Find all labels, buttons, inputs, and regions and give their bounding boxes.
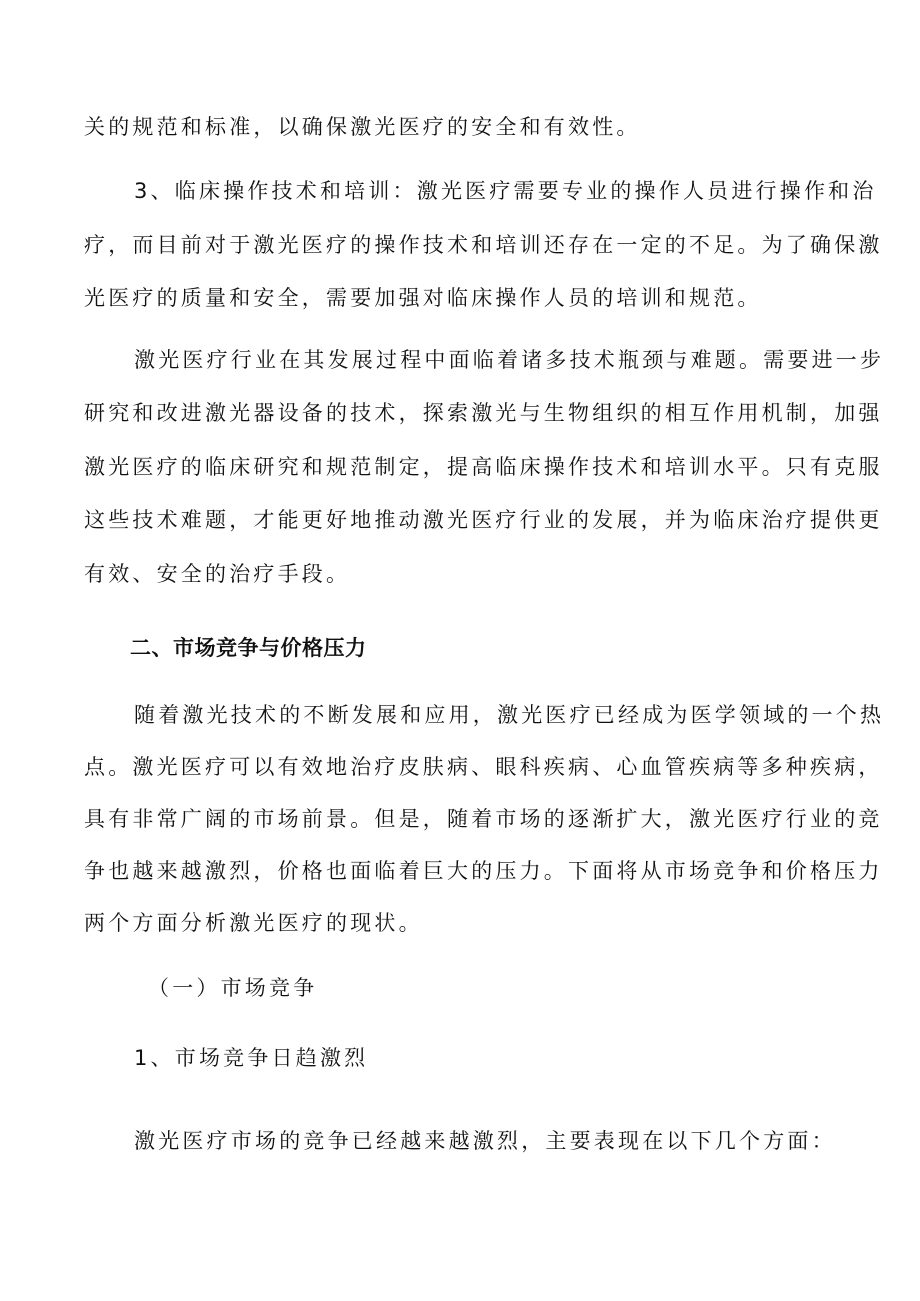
section-heading: 二、市场竞争与价格压力 [130, 636, 367, 660]
text-line: 激光医疗的临床研究和规范制定，提高临床操作技术和培训水平。只有克服 [84, 455, 883, 479]
text-line: 关的规范和标准，以确保激光医疗的安全和有效性。 [84, 115, 641, 139]
text-line: 激光医疗市场的竞争已经越来越激烈，主要表现在以下几个方面： [134, 1129, 836, 1153]
text-line: 光医疗的质量和安全，需要加强对临床操作人员的培训和规范。 [84, 286, 762, 310]
text-line: 有效、安全的治疗手段。 [84, 562, 351, 586]
text-line: 研究和改进激光器设备的技术，探索激光与生物组织的相互作用机制，加强 [84, 401, 883, 425]
list-item-heading: 1、市场竞争日趋激烈 [134, 1046, 369, 1070]
text-line: 激光医疗行业在其发展过程中面临着诸多技术瓶颈与难题。需要进一步 [134, 348, 885, 372]
text-line: 3、临床操作技术和培训：激光医疗需要专业的操作人员进行操作和治 [134, 179, 877, 203]
text-line: 两个方面分析激光医疗的现状。 [84, 911, 423, 935]
text-line: 这些技术难题，才能更好地推动激光医疗行业的发展，并为临床治疗提供更 [84, 508, 883, 532]
text-line: 具有非常广阔的市场前景。但是，随着市场的逐渐扩大，激光医疗行业的竞 [84, 807, 883, 831]
text-line: 随着激光技术的不断发展和应用，激光医疗已经成为医学领域的一个热 [134, 703, 885, 727]
text-line: 争也越来越激烈，价格也面临着巨大的压力。下面将从市场竞争和价格压力 [84, 859, 883, 883]
subsection-heading: （一）市场竞争 [148, 976, 318, 1000]
text-line: 点。激光医疗可以有效地治疗皮肤病、眼科疾病、心血管疾病等多种疾病， [84, 755, 883, 779]
text-line: 疗，而目前对于激光医疗的操作技术和培训还存在一定的不足。为了确保激 [84, 233, 883, 257]
